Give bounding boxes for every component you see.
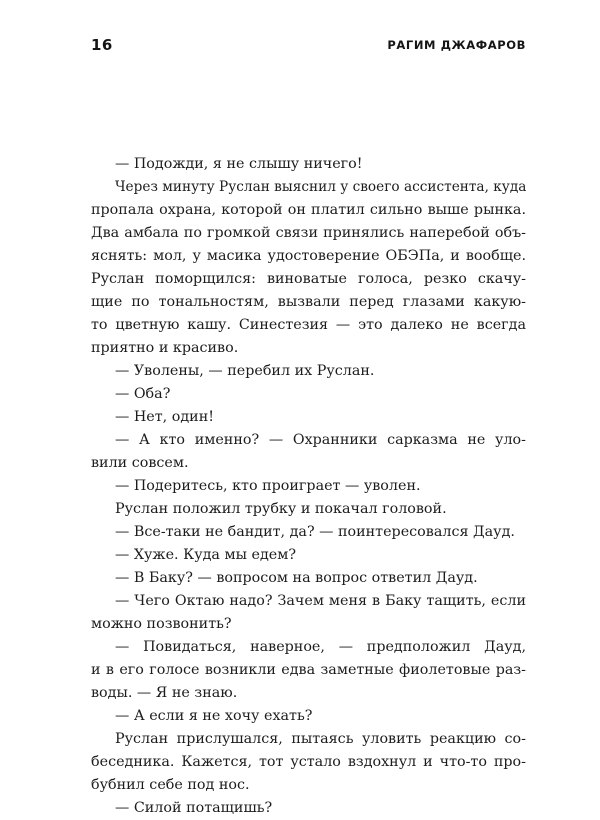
paragraph: [91, 498, 526, 521]
paragraph: [91, 475, 526, 498]
text-line: — Чего Октаю надо? Зачем меня в Баку тащить, если: [115, 593, 526, 609]
text-line: то цветную кашу. Синестезия — это далеко не всегда: [91, 317, 526, 333]
text-line: щие по тональностям, вызвали перед глазами какую-: [91, 294, 526, 310]
text-line: приятно и красиво.: [91, 340, 239, 356]
text-line: — В Баку? — вопросом на вопрос ответил Дауд.: [115, 570, 478, 586]
text-line: Два амбала по громкой связи принялись наперебой объ-: [91, 225, 526, 241]
text-line: — А кто именно? — Охранники сарказма не уло-: [115, 432, 526, 448]
paragraph: [91, 521, 526, 544]
paragraph: [91, 383, 526, 406]
text-line: и в его голосе возникли едва заметные фиолетовые раз-: [91, 662, 526, 678]
paragraph: [91, 728, 526, 797]
text-line: — Все-таки не бандит, да? — поинтересовался Дауд.: [115, 524, 515, 540]
paragraph: [91, 153, 526, 176]
paragraph: [91, 636, 526, 705]
text-line: — А если я не хочу ехать?: [115, 708, 313, 724]
text-line: Руслан прислушался, пытаясь уловить реакцию со-: [115, 731, 526, 747]
paragraph: [91, 360, 526, 383]
text-line: — Нет, один!: [115, 409, 214, 425]
paragraph: [91, 797, 526, 820]
text-line: Руслан поморщился: виноватые голоса, резко скачу-: [91, 271, 526, 287]
text-line: беседника. Кажется, тот устало вздохнул и что-то про-: [91, 754, 526, 770]
text-line: — Повидаться, наверное, — предположил Дауд,: [115, 639, 526, 655]
text-line: — Силой потащишь?: [115, 800, 273, 816]
page-header: [91, 36, 526, 56]
paragraph: [91, 567, 526, 590]
text-line: — Уволены, — перебил их Руслан.: [115, 363, 375, 379]
text-line: Руслан положил трубку и покачал головой.: [115, 501, 447, 517]
text-line: пропала охрана, которой он платил сильно выше рынка.: [91, 202, 526, 218]
paragraph: [91, 544, 526, 567]
paragraph: [91, 705, 526, 728]
text-line: яснять: мол, у масика удостоверение ОБЭПа, и вообще.: [91, 248, 526, 264]
paragraph: [91, 429, 526, 475]
text-line: Через минуту Руслан выяснил у своего ассистента, куда: [115, 179, 527, 195]
text-line: — Подожди, я не слышу ничего!: [115, 156, 363, 172]
paragraph: [91, 590, 526, 636]
text-line: — Хуже. Куда мы едем?: [115, 547, 297, 563]
body-text: [91, 153, 526, 820]
text-line: — Подеритесь, кто проиграет — уволен.: [115, 478, 421, 494]
text-line: — Оба?: [115, 386, 171, 402]
paragraph: [91, 406, 526, 429]
text-line: воды. — Я не знаю.: [91, 685, 238, 701]
running-title: РАГИМ ДЖАФАРОВ: [387, 38, 526, 52]
text-line: вили совсем.: [91, 455, 189, 471]
text-line: можно позвонить?: [91, 616, 232, 632]
text-line: бубнил себе под нос.: [91, 777, 250, 793]
page-number: 16: [91, 36, 113, 54]
paragraph: [91, 176, 526, 360]
